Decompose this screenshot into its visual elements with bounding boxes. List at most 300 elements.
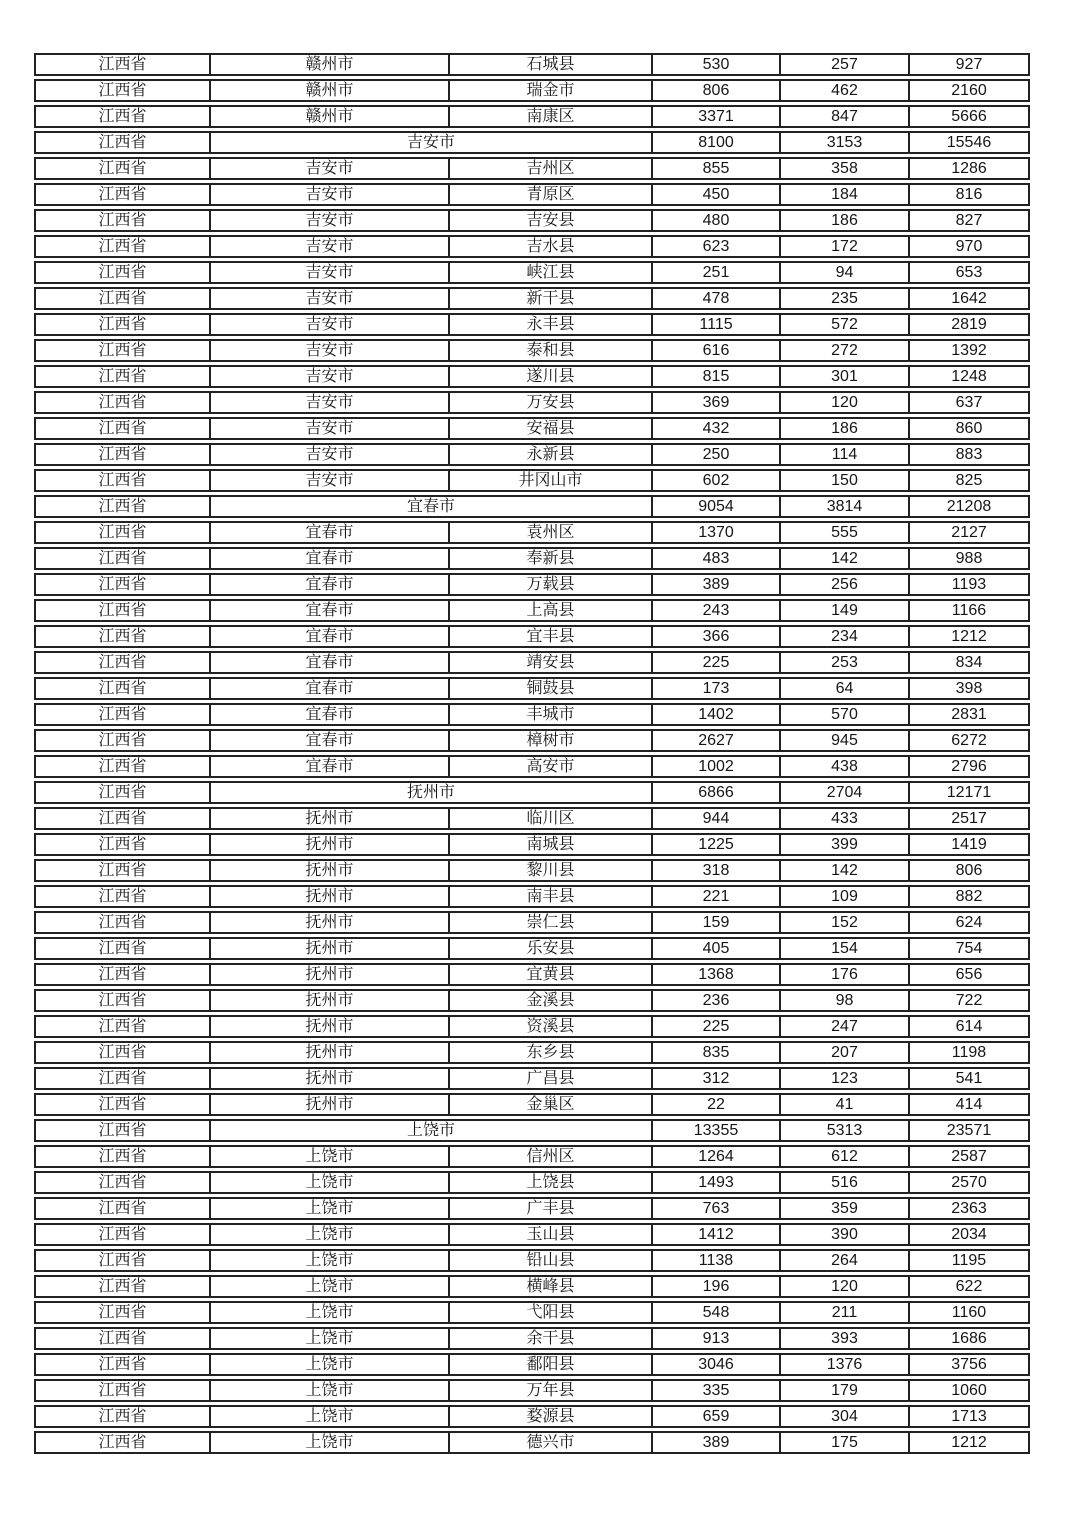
table-row: [34, 1067, 1030, 1090]
table-row: [34, 1197, 1030, 1220]
cell-county: 袁州区: [450, 523, 653, 542]
cell-county: 上高县: [450, 601, 653, 620]
cell-value-3: 827: [955, 212, 983, 229]
cell-value-2: 142: [781, 549, 910, 568]
cell-county: 弋阳县: [450, 1303, 653, 1322]
cell-province: 江西省: [36, 1173, 211, 1192]
cell-province: 江西省: [36, 393, 211, 412]
cell-value-2: 152: [781, 913, 910, 932]
cell-value-3: 656: [955, 966, 983, 983]
cell-province: 江西省: [36, 1095, 211, 1114]
table-row: [34, 261, 1030, 284]
cell-value-2: 184: [781, 185, 910, 204]
cell-county: 黎川县: [450, 861, 653, 880]
cell-value-2: 149: [781, 601, 910, 620]
table-row: [34, 599, 1030, 622]
cell-value-2: 358: [781, 159, 910, 178]
cell-value-1: 13355: [653, 1121, 781, 1140]
cell-city: 吉安市: [211, 185, 450, 204]
cell-city: 抚州市: [211, 887, 450, 906]
cell-city: 宜春市: [211, 549, 450, 568]
table-row-city-summary: [34, 131, 1030, 154]
cell-city: 吉安市: [211, 211, 450, 230]
cell-value-1: 530: [653, 55, 781, 74]
regions-table: [34, 53, 1030, 1457]
cell-city: 吉安市: [211, 445, 450, 464]
cell-value-2: 3153: [781, 133, 910, 152]
cell-value-3: 883: [955, 446, 983, 463]
cell-province: 江西省: [36, 913, 211, 932]
cell-county: 安福县: [450, 419, 653, 438]
cell-value-2: 176: [781, 965, 910, 984]
cell-province: 江西省: [36, 1199, 211, 1218]
cell-city: 抚州市: [211, 913, 450, 932]
table-row: [34, 1015, 1030, 1038]
cell-value-1: 2627: [653, 731, 781, 750]
cell-city: 抚州市: [211, 965, 450, 984]
cell-value-3: 722: [955, 992, 983, 1009]
cell-value-3: 1195: [951, 1252, 987, 1269]
cell-city: 上饶市: [211, 1173, 450, 1192]
table-row: [34, 157, 1030, 180]
cell-city: 吉安市: [211, 263, 450, 282]
cell-value-3: 1713: [951, 1408, 987, 1425]
table-row: [34, 625, 1030, 648]
cell-province: 江西省: [36, 991, 211, 1010]
cell-value-1: 1493: [653, 1173, 781, 1192]
cell-county: 靖安县: [450, 653, 653, 672]
table-row: [34, 53, 1030, 76]
cell-value-2: 555: [781, 523, 910, 542]
cell-value-3: 637: [955, 394, 983, 411]
cell-county: 上饶县: [450, 1173, 653, 1192]
table-row: [34, 573, 1030, 596]
cell-province: 江西省: [36, 81, 211, 100]
cell-value-3: 1642: [951, 290, 987, 307]
cell-value-1: 225: [653, 1017, 781, 1036]
cell-city: 抚州市: [211, 991, 450, 1010]
cell-value-2: 98: [781, 991, 910, 1010]
cell-county: 瑞金市: [450, 81, 653, 100]
cell-value-3: 2570: [951, 1174, 987, 1191]
cell-value-1: 250: [653, 445, 781, 464]
cell-county: 丰城市: [450, 705, 653, 724]
table-row: [34, 1327, 1030, 1350]
cell-value-3: 1286: [951, 160, 987, 177]
cell-value-3: 927: [955, 56, 983, 73]
cell-county: 玉山县: [450, 1225, 653, 1244]
cell-province: 江西省: [36, 1225, 211, 1244]
table-row: [34, 703, 1030, 726]
cell-city: 宜春市: [211, 679, 450, 698]
cell-county: 婺源县: [450, 1407, 653, 1426]
cell-city: 宜春市: [211, 757, 450, 776]
cell-value-3: 860: [955, 420, 983, 437]
table-row: [34, 911, 1030, 934]
cell-value-1: 159: [653, 913, 781, 932]
cell-value-2: 186: [781, 419, 910, 438]
cell-value-1: 221: [653, 887, 781, 906]
cell-province: 江西省: [36, 159, 211, 178]
cell-city: 上饶市: [211, 1199, 450, 1218]
cell-city: 上饶市: [211, 1381, 450, 1400]
cell-county: 临川区: [450, 809, 653, 828]
cell-value-1: 173: [653, 679, 781, 698]
cell-value-1: 432: [653, 419, 781, 438]
cell-value-2: 247: [781, 1017, 910, 1036]
cell-province: 江西省: [36, 939, 211, 958]
cell-value-1: 483: [653, 549, 781, 568]
cell-province: 江西省: [36, 1069, 211, 1088]
cell-value-2: 612: [781, 1147, 910, 1166]
cell-city: 上饶市: [211, 1355, 450, 1374]
cell-value-3: 1212: [951, 628, 987, 645]
cell-county: 峡江县: [450, 263, 653, 282]
cell-value-1: 855: [653, 159, 781, 178]
cell-value-3: 3756: [951, 1356, 987, 1373]
cell-value-2: 172: [781, 237, 910, 256]
cell-value-3: 15546: [946, 134, 992, 151]
cell-city: 上饶市: [211, 1277, 450, 1296]
cell-value-3: 834: [955, 654, 983, 671]
cell-province: 江西省: [36, 1355, 211, 1374]
cell-value-3: 882: [955, 888, 983, 905]
table-row: [34, 235, 1030, 258]
cell-value-2: 154: [781, 939, 910, 958]
cell-province: 江西省: [36, 523, 211, 542]
cell-value-2: 2704: [781, 783, 910, 802]
cell-value-1: 815: [653, 367, 781, 386]
cell-province: 江西省: [36, 237, 211, 256]
cell-city: 吉安市: [211, 289, 450, 308]
cell-city-merged: 抚州市: [211, 783, 653, 802]
cell-value-1: 389: [653, 1433, 781, 1452]
cell-county: 遂川县: [450, 367, 653, 386]
cell-value-1: 835: [653, 1043, 781, 1062]
cell-value-2: 570: [781, 705, 910, 724]
cell-province: 江西省: [36, 653, 211, 672]
cell-county: 铜鼓县: [450, 679, 653, 698]
cell-value-3: 23571: [946, 1122, 992, 1139]
cell-province: 江西省: [36, 1017, 211, 1036]
cell-value-2: 142: [781, 861, 910, 880]
cell-value-1: 3046: [653, 1355, 781, 1374]
cell-value-3: 653: [955, 264, 983, 281]
cell-province: 江西省: [36, 471, 211, 490]
cell-value-2: 175: [781, 1433, 910, 1452]
cell-county: 广昌县: [450, 1069, 653, 1088]
cell-value-1: 1402: [653, 705, 781, 724]
cell-city-merged: 吉安市: [211, 133, 653, 152]
cell-value-1: 369: [653, 393, 781, 412]
cell-value-3: 754: [955, 940, 983, 957]
cell-city: 上饶市: [211, 1329, 450, 1348]
table-row: [34, 183, 1030, 206]
cell-value-2: 304: [781, 1407, 910, 1426]
table-row: [34, 833, 1030, 856]
cell-city: 宜春市: [211, 653, 450, 672]
table-row: [34, 1223, 1030, 1246]
table-row: [34, 1379, 1030, 1402]
table-row: [34, 807, 1030, 830]
cell-province: 江西省: [36, 419, 211, 438]
table-row: [34, 547, 1030, 570]
cell-value-3: 614: [955, 1018, 983, 1035]
table-row: [34, 105, 1030, 128]
cell-value-2: 3814: [781, 497, 910, 516]
cell-value-1: 1002: [653, 757, 781, 776]
cell-value-2: 120: [781, 393, 910, 412]
cell-province: 江西省: [36, 55, 211, 74]
cell-value-3: 806: [955, 862, 983, 879]
cell-county: 东乡县: [450, 1043, 653, 1062]
cell-value-3: 2517: [951, 810, 987, 827]
cell-county: 德兴市: [450, 1433, 653, 1452]
cell-county: 宜黄县: [450, 965, 653, 984]
cell-city: 吉安市: [211, 159, 450, 178]
cell-province: 江西省: [36, 367, 211, 386]
cell-value-1: 3371: [653, 107, 781, 126]
cell-city: 宜春市: [211, 575, 450, 594]
cell-province: 江西省: [36, 679, 211, 698]
cell-value-2: 256: [781, 575, 910, 594]
cell-value-1: 1412: [653, 1225, 781, 1244]
cell-value-2: 150: [781, 471, 910, 490]
cell-value-2: 438: [781, 757, 910, 776]
cell-value-3: 2587: [951, 1148, 987, 1165]
cell-value-3: 5666: [951, 108, 987, 125]
table-row: [34, 1145, 1030, 1168]
table-row: [34, 1405, 1030, 1428]
cell-city: 赣州市: [211, 81, 450, 100]
cell-county: 南城县: [450, 835, 653, 854]
cell-county: 余干县: [450, 1329, 653, 1348]
cell-city: 吉安市: [211, 237, 450, 256]
cell-county: 信州区: [450, 1147, 653, 1166]
table-row-city-summary: [34, 1119, 1030, 1142]
cell-value-3: 970: [955, 238, 983, 255]
cell-value-1: 312: [653, 1069, 781, 1088]
cell-value-3: 2796: [951, 758, 987, 775]
cell-county: 铅山县: [450, 1251, 653, 1270]
cell-city: 宜春市: [211, 627, 450, 646]
table-row-city-summary: [34, 781, 1030, 804]
cell-county: 金巢区: [450, 1095, 653, 1114]
cell-value-3: 2127: [951, 524, 987, 541]
cell-city: 抚州市: [211, 939, 450, 958]
cell-value-1: 318: [653, 861, 781, 880]
cell-city: 上饶市: [211, 1251, 450, 1270]
cell-province: 江西省: [36, 445, 211, 464]
table-row: [34, 521, 1030, 544]
cell-province: 江西省: [36, 965, 211, 984]
cell-value-3: 1419: [951, 836, 987, 853]
table-row: [34, 651, 1030, 674]
table-row: [34, 313, 1030, 336]
table-row: [34, 1353, 1030, 1376]
cell-city: 吉安市: [211, 419, 450, 438]
cell-county: 永丰县: [450, 315, 653, 334]
cell-value-1: 478: [653, 289, 781, 308]
cell-province: 江西省: [36, 887, 211, 906]
cell-county: 乐安县: [450, 939, 653, 958]
cell-county: 南丰县: [450, 887, 653, 906]
cell-value-2: 207: [781, 1043, 910, 1062]
table-row: [34, 1431, 1030, 1454]
cell-value-2: 114: [781, 445, 910, 464]
cell-province: 江西省: [36, 861, 211, 880]
cell-county: 横峰县: [450, 1277, 653, 1296]
cell-value-1: 548: [653, 1303, 781, 1322]
cell-city: 上饶市: [211, 1303, 450, 1322]
cell-province: 江西省: [36, 1121, 211, 1140]
cell-value-2: 399: [781, 835, 910, 854]
cell-value-2: 572: [781, 315, 910, 334]
table-row: [34, 417, 1030, 440]
cell-value-1: 763: [653, 1199, 781, 1218]
cell-city-merged: 宜春市: [211, 497, 653, 516]
cell-province: 江西省: [36, 575, 211, 594]
cell-value-2: 257: [781, 55, 910, 74]
cell-value-3: 398: [955, 680, 983, 697]
cell-value-3: 622: [955, 1278, 983, 1295]
cell-value-3: 1060: [951, 1382, 987, 1399]
cell-value-3: 816: [955, 186, 983, 203]
cell-value-1: 1264: [653, 1147, 781, 1166]
cell-value-1: 8100: [653, 133, 781, 152]
cell-value-3: 1212: [951, 1434, 987, 1451]
cell-value-1: 913: [653, 1329, 781, 1348]
cell-value-3: 1193: [951, 576, 987, 593]
cell-province: 江西省: [36, 1329, 211, 1348]
table-row: [34, 443, 1030, 466]
cell-county: 奉新县: [450, 549, 653, 568]
table-row: [34, 365, 1030, 388]
cell-province: 江西省: [36, 601, 211, 620]
cell-value-3: 2160: [951, 82, 987, 99]
table-row: [34, 937, 1030, 960]
cell-value-2: 253: [781, 653, 910, 672]
cell-county: 广丰县: [450, 1199, 653, 1218]
table-row: [34, 755, 1030, 778]
cell-province: 江西省: [36, 107, 211, 126]
cell-county: 宜丰县: [450, 627, 653, 646]
cell-value-3: 1198: [951, 1044, 987, 1061]
cell-city: 吉安市: [211, 341, 450, 360]
table-row: [34, 339, 1030, 362]
cell-county: 井冈山市: [450, 471, 653, 490]
cell-province: 江西省: [36, 497, 211, 516]
cell-value-3: 414: [955, 1096, 983, 1113]
cell-value-2: 264: [781, 1251, 910, 1270]
cell-value-2: 847: [781, 107, 910, 126]
cell-value-1: 251: [653, 263, 781, 282]
cell-county: 资溪县: [450, 1017, 653, 1036]
cell-province: 江西省: [36, 133, 211, 152]
cell-value-2: 393: [781, 1329, 910, 1348]
table-row: [34, 885, 1030, 908]
cell-county: 鄱阳县: [450, 1355, 653, 1374]
cell-value-1: 389: [653, 575, 781, 594]
cell-value-3: 1166: [951, 602, 987, 619]
table-row: [34, 1171, 1030, 1194]
cell-county: 青原区: [450, 185, 653, 204]
cell-value-2: 186: [781, 211, 910, 230]
cell-value-1: 335: [653, 1381, 781, 1400]
cell-value-2: 301: [781, 367, 910, 386]
cell-value-3: 988: [955, 550, 983, 567]
cell-value-1: 623: [653, 237, 781, 256]
cell-county: 泰和县: [450, 341, 653, 360]
table-row: [34, 287, 1030, 310]
cell-city: 赣州市: [211, 107, 450, 126]
table-row: [34, 1301, 1030, 1324]
cell-value-3: 1160: [951, 1304, 987, 1321]
cell-county: 崇仁县: [450, 913, 653, 932]
cell-value-3: 541: [955, 1070, 983, 1087]
cell-value-2: 211: [781, 1303, 910, 1322]
cell-value-2: 94: [781, 263, 910, 282]
cell-value-2: 235: [781, 289, 910, 308]
cell-province: 江西省: [36, 1433, 211, 1452]
cell-city: 吉安市: [211, 393, 450, 412]
cell-value-2: 462: [781, 81, 910, 100]
cell-county: 万载县: [450, 575, 653, 594]
cell-value-3: 6272: [951, 732, 987, 749]
cell-county: 吉安县: [450, 211, 653, 230]
cell-value-1: 659: [653, 1407, 781, 1426]
cell-city: 抚州市: [211, 1017, 450, 1036]
table-row: [34, 729, 1030, 752]
cell-value-2: 1376: [781, 1355, 910, 1374]
cell-value-1: 1225: [653, 835, 781, 854]
cell-value-3: 1248: [951, 368, 987, 385]
cell-county: 石城县: [450, 55, 653, 74]
cell-province: 江西省: [36, 731, 211, 750]
cell-county: 永新县: [450, 445, 653, 464]
cell-value-1: 1370: [653, 523, 781, 542]
table-row: [34, 989, 1030, 1012]
cell-city: 上饶市: [211, 1407, 450, 1426]
table-row: [34, 79, 1030, 102]
cell-province: 江西省: [36, 1381, 211, 1400]
cell-city-merged: 上饶市: [211, 1121, 653, 1140]
cell-city: 吉安市: [211, 315, 450, 334]
cell-value-3: 2034: [951, 1226, 987, 1243]
cell-county: 吉水县: [450, 237, 653, 256]
cell-value-2: 120: [781, 1277, 910, 1296]
cell-province: 江西省: [36, 211, 211, 230]
cell-value-3: 1686: [951, 1330, 987, 1347]
cell-province: 江西省: [36, 185, 211, 204]
cell-county: 金溪县: [450, 991, 653, 1010]
cell-value-2: 109: [781, 887, 910, 906]
cell-province: 江西省: [36, 1407, 211, 1426]
cell-city: 宜春市: [211, 731, 450, 750]
cell-province: 江西省: [36, 1277, 211, 1296]
cell-value-1: 806: [653, 81, 781, 100]
cell-province: 江西省: [36, 315, 211, 334]
cell-value-2: 179: [781, 1381, 910, 1400]
cell-value-2: 272: [781, 341, 910, 360]
cell-value-1: 405: [653, 939, 781, 958]
cell-county: 新干县: [450, 289, 653, 308]
table-row: [34, 963, 1030, 986]
cell-city: 抚州市: [211, 1095, 450, 1114]
table-row: [34, 209, 1030, 232]
table-row: [34, 391, 1030, 414]
cell-value-1: 9054: [653, 497, 781, 516]
